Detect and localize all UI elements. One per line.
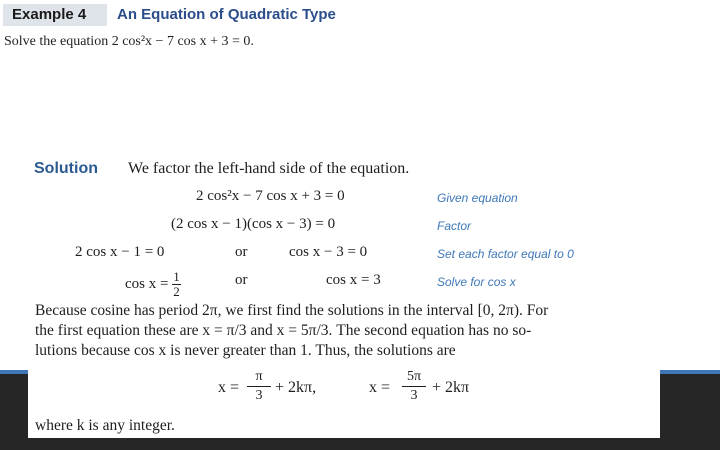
equation-cos-three: cos x = 3 [326, 272, 381, 288]
solution2-rhs: + 2kπ [432, 379, 470, 396]
equation-factor-b: cos x − 3 = 0 [289, 244, 368, 260]
paragraph-line: Because cosine has period 2π, we first find the solutions in the interval [0, 2π). For [35, 302, 549, 319]
note-set-factors: Set each factor equal to 0 [437, 247, 574, 261]
equation-given: 2 cos²x − 7 cos x + 3 = 0 [196, 188, 345, 204]
fraction-one-half [172, 270, 181, 299]
solution1-lhs: x = [218, 379, 240, 396]
paragraph-line: lutions because cos x is never greater than 1. Thus, the solutions are [35, 342, 456, 359]
problem-statement: Solve the equation 2 cos²x − 7 cos x + 3 = 0. [4, 34, 254, 49]
equation-factored: (2 cos x − 1)(cos x − 3) = 0 [171, 216, 336, 232]
fraction-denominator: 2 [173, 284, 180, 299]
solution1-numerator: π [255, 369, 263, 384]
solution-label: Solution [34, 160, 98, 177]
solution2-fraction [402, 368, 426, 405]
example-title: An Equation of Quadratic Type [117, 6, 336, 23]
solution2-numerator: 5π [406, 369, 422, 384]
integer-note: where k is any integer. [35, 417, 175, 434]
paragraph-line: the first equation these are x = π/3 and x = 5π/3. The second equation has no so- [35, 322, 532, 339]
note-factor: Factor [437, 219, 472, 233]
solution-intro: We factor the left-hand side of the equation. [128, 160, 410, 177]
note-solve-cos: Solve for cos x [437, 275, 516, 289]
solution1-rhs: + 2kπ, [275, 379, 317, 396]
fraction-numerator: 1 [173, 269, 180, 284]
or-word: or [235, 272, 248, 288]
solution1-denominator: 3 [247, 386, 271, 405]
solution2-denominator: 3 [402, 386, 426, 405]
note-given-equation: Given equation [437, 191, 518, 205]
cos-half-prefix: cos x = [125, 275, 173, 292]
or-word: or [235, 244, 248, 260]
explanation-paragraph [35, 301, 659, 361]
solution2-lhs: x = [369, 379, 391, 396]
example-label: Example 4 [12, 6, 87, 23]
solution1-fraction [247, 368, 271, 405]
equation-cos-half [125, 270, 181, 299]
equation-factor-a: 2 cos x − 1 = 0 [75, 244, 165, 260]
example-header-panel [0, 0, 720, 100]
